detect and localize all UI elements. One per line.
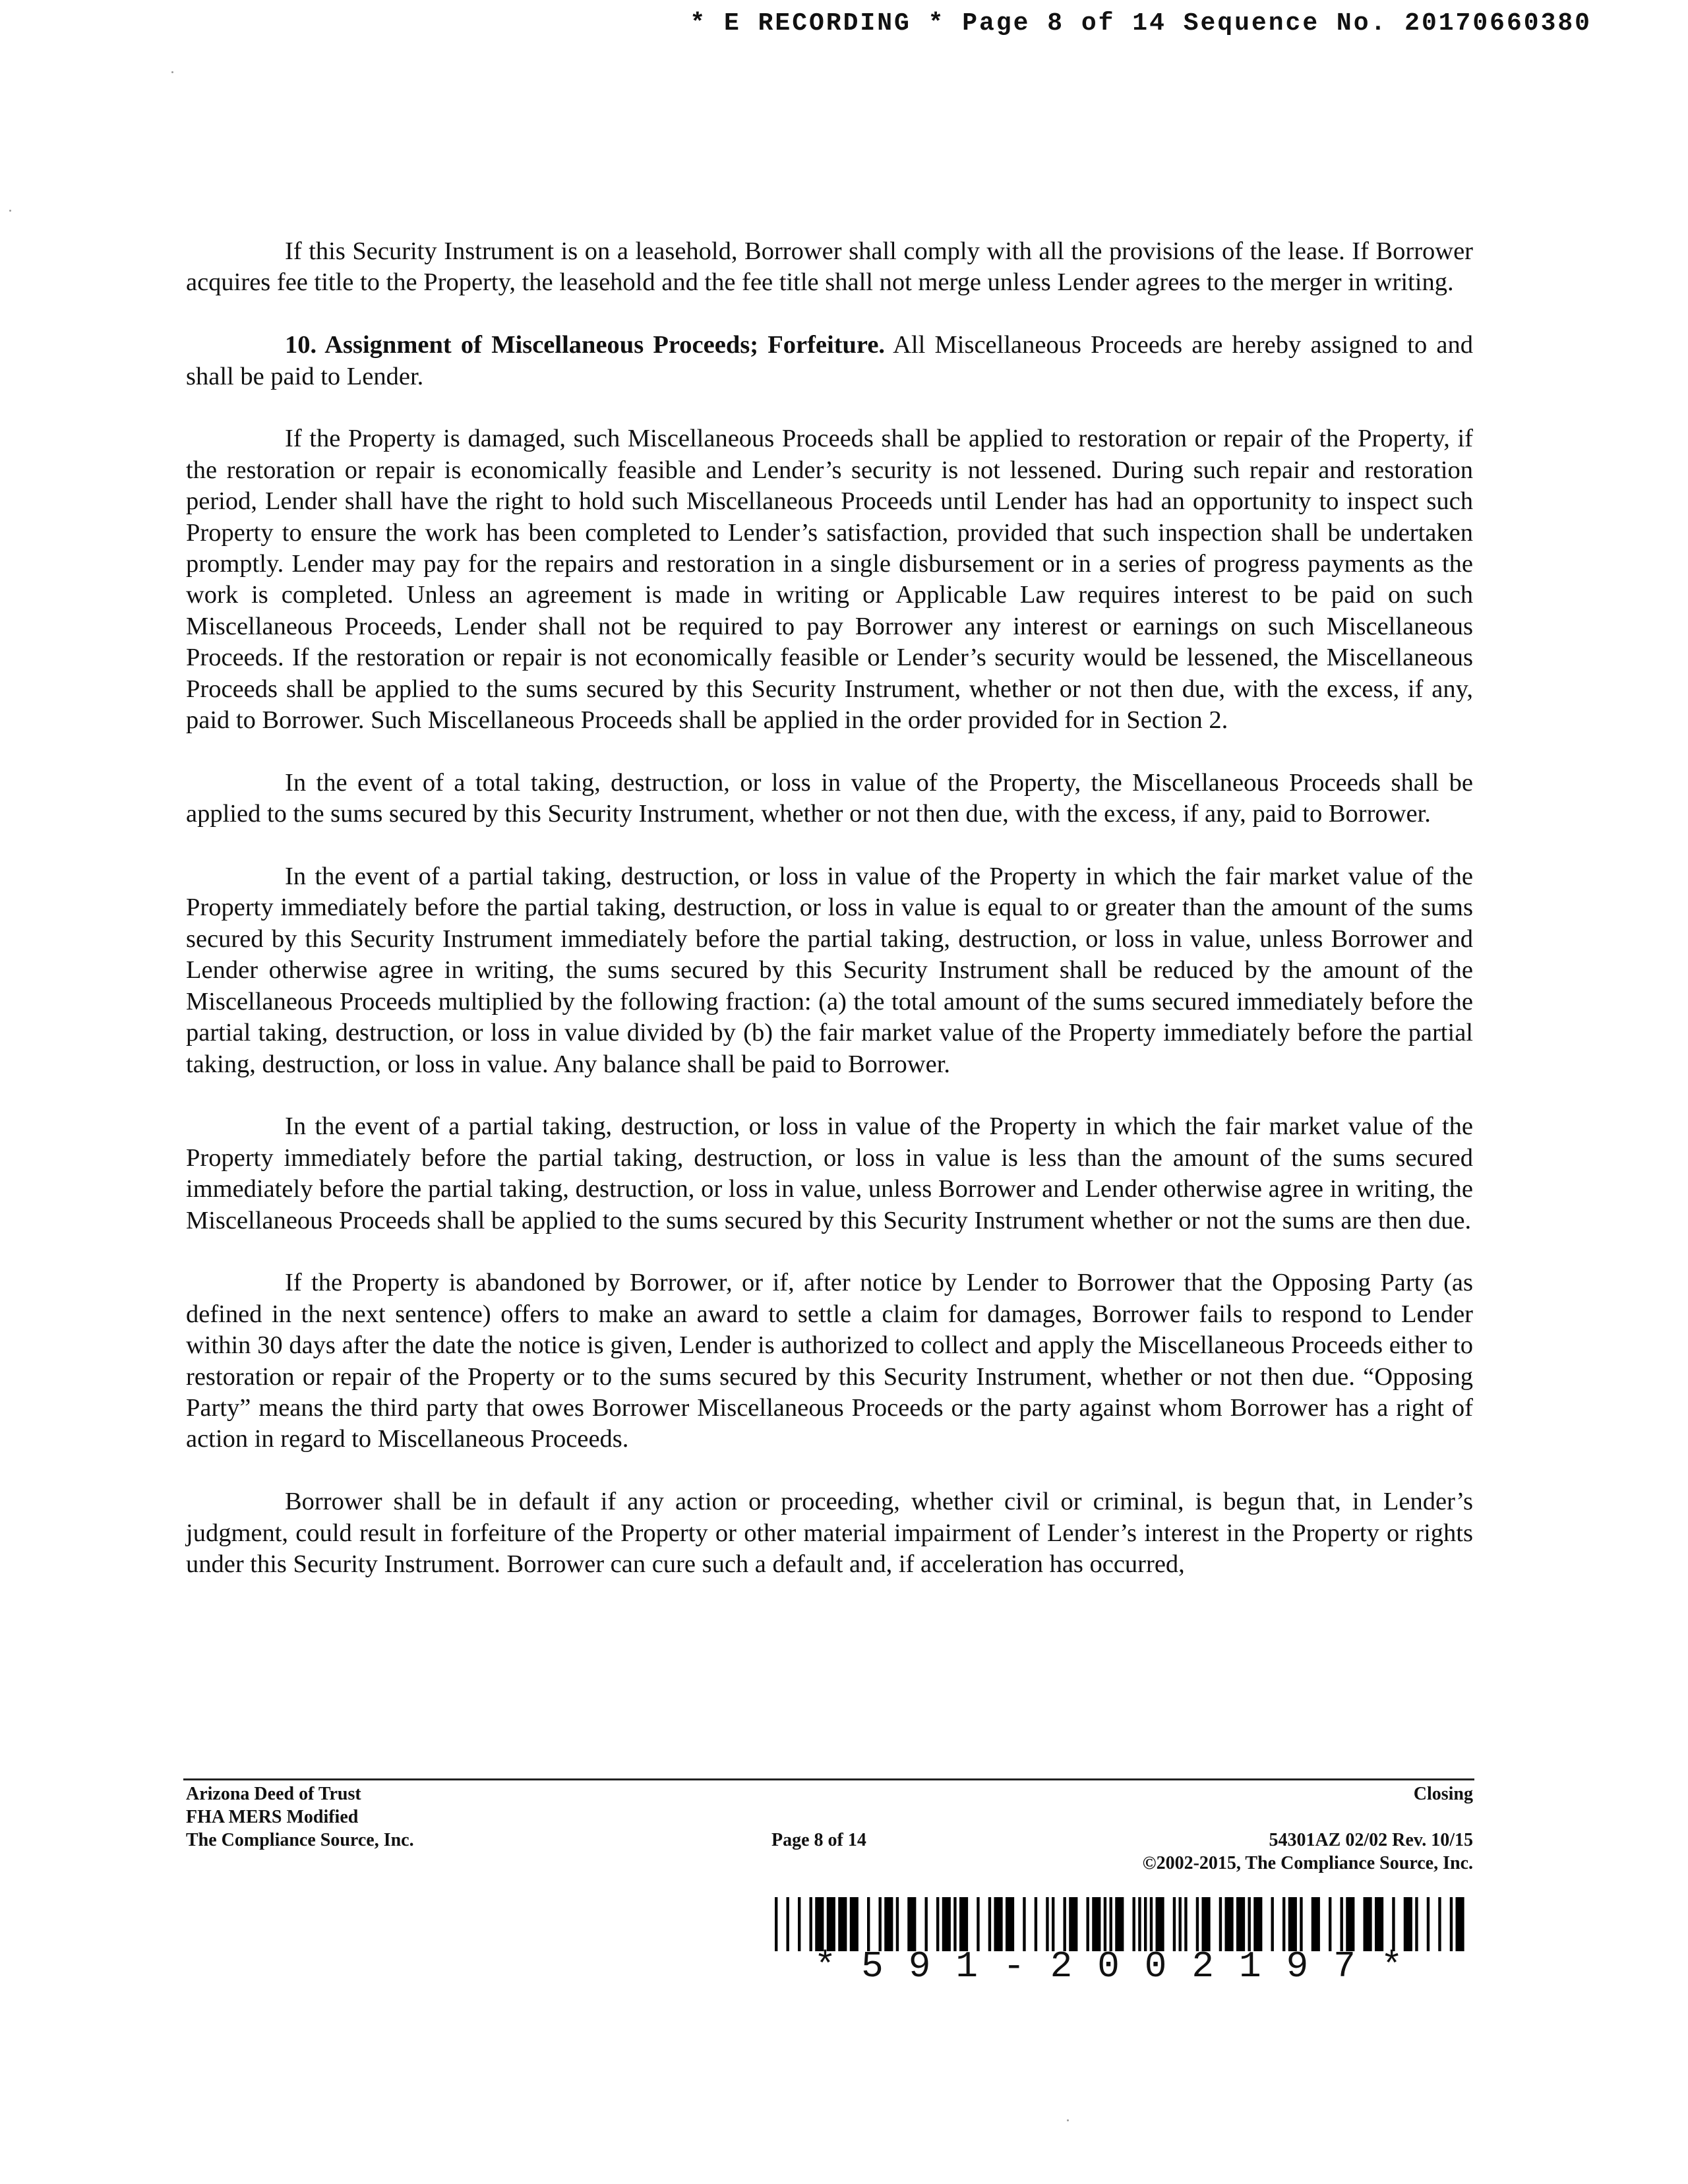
barcode <box>775 1897 1467 1951</box>
barcode-bar <box>1133 1897 1135 1951</box>
barcode-bar <box>775 1897 777 1951</box>
footer-form-title: Arizona Deed of Trust <box>186 1784 361 1804</box>
footer-copyright: ©2002-2015, The Compliance Source, Inc. <box>1142 1853 1473 1873</box>
paragraph-text: If the Property is damaged, such Miscellaneous Proceeds shall be applied to restoration or repair of the Property, if the restoration or repair is economically feasible and Lender’s security is not lessened. During such repair and restoration period, Lender shall have the right to hold such Miscellaneous Proceeds until Lender has had an opportunity to inspect such Property to ensure the work has been completed to Lender’s satisfaction, provided that such inspection shall be undertaken promptly. Lender may pay for the repairs and restoration in a single disbursement or in a series of progress payments as the work is completed. Unless an agreement is made in writing or Applicable Law requires interest to be paid on such Miscellaneous Proceeds, Lender shall not be required to pay Borrower any interest or earnings on such Miscellaneous Proceeds. If the restoration or repair is not economically feasible or Lender’s security would be lessened, the Miscellaneous Proceeds shall be applied to the sums secured by this Security Instrument, whether or not then due, with the excess, if any, paid to Borrower. Such Miscellaneous Proceeds shall be applied in the order provided for in Section 2. <box>186 425 1473 735</box>
barcode-bar <box>1104 1897 1106 1951</box>
barcode-bar <box>1202 1897 1211 1951</box>
barcode-bar <box>1087 1897 1089 1951</box>
paragraph-text: In the event of a total taking, destruction, or loss in value of the Property, the Miscellaneous Proceeds shall be applied to the sums secured by this Security Instrument, whether or not then due, with the excess, if any, paid to Borrower. <box>186 768 1473 828</box>
paragraph-damaged <box>186 423 1473 736</box>
barcode-bar <box>850 1897 859 1951</box>
footer-form-details <box>1143 1782 1473 1875</box>
scan-speck <box>171 71 173 73</box>
barcode-bar <box>1035 1897 1037 1951</box>
barcode-bar <box>787 1897 789 1951</box>
footer-divider <box>183 1778 1474 1780</box>
footer-closing: Closing <box>1413 1784 1473 1804</box>
barcode-bar <box>1364 1897 1372 1951</box>
barcode-bar <box>1438 1897 1441 1951</box>
barcode-bar <box>896 1897 899 1951</box>
barcode-bar <box>1288 1897 1297 1951</box>
footer-form-number: 54301AZ 02/02 Rev. 10/15 <box>1269 1830 1473 1850</box>
barcode-bar <box>994 1897 1003 1951</box>
barcode-bar <box>1115 1897 1124 1951</box>
barcode-bar <box>1225 1897 1234 1951</box>
barcode-bar <box>1046 1897 1048 1951</box>
barcode-bar <box>1404 1897 1412 1951</box>
barcode-bar <box>1219 1897 1222 1951</box>
barcode-bar <box>1253 1897 1262 1951</box>
footer-company: The Compliance Source, Inc. <box>186 1830 414 1850</box>
barcode-bar <box>867 1897 870 1951</box>
paragraph-text: All Miscellaneous Proceeds are hereby assigned to and shall be paid to Lender. <box>186 331 1474 390</box>
paragraph-text: In the event of a partial taking, destruction, or loss in value of the Property in which the fair market value of the Property immediately before the partial taking, destruction, or loss in value is less than the amount of the sums secured immediately before the partial taking, destruction, or loss in value, unless Borrower and Lender otherwise agree in writing, the Miscellaneous Proceeds shall be applied to the sums secured by this Security Instrument whether or not the sums are then due. <box>186 1112 1473 1234</box>
barcode-bar <box>884 1897 893 1951</box>
barcode-bar <box>1092 1897 1100 1951</box>
barcode-bar <box>1311 1897 1320 1951</box>
barcode-bars <box>775 1897 1467 1951</box>
barcode-bar <box>1006 1897 1014 1951</box>
document-body <box>186 236 1473 1612</box>
paragraph-default <box>186 1486 1473 1580</box>
barcode-bar <box>1329 1897 1331 1951</box>
barcode-bar <box>1427 1897 1430 1951</box>
paragraph-text: In the event of a partial taking, destruction, or loss in value of the Property in which the fair market value of the Property immediately before the partial taking, destruction, or loss in value is equal to or greater than the amount of the sums secured by this Security Instrument immediately before the partial taking, destruction, or loss in value, unless Borrower and Lender otherwise agree in writing, the sums secured by this Security Instrument shall be reduced by the amount of the Miscellaneous Proceeds multiplied by the following fraction: (a) the total amount of the sums secured immediately before the partial taking, destruction, or loss in value divided by (b) the fair market value of the Property immediately before the partial taking, destruction, or loss in value. Any balance shall be paid to Borrower. <box>186 863 1473 1078</box>
barcode-bar <box>988 1897 991 1951</box>
barcode-bar <box>1450 1897 1453 1951</box>
paragraph-partial-taking-greater <box>186 861 1473 1080</box>
barcode-bar <box>1236 1897 1245 1951</box>
paragraph-leasehold <box>186 236 1473 299</box>
paragraph-text: Borrower shall be in default if any action or proceeding, whether civil or criminal, is begun that, in Lender’s judgment, could result in forfeiture of the Property or other material impairment of Lender’s interest in the Property or rights under this Security Instrument. Borrower can cure such a default and, if acceleration has occurred, <box>186 1488 1473 1578</box>
barcode-bar <box>815 1897 824 1951</box>
barcode-bar <box>1184 1897 1187 1951</box>
barcode-bar <box>977 1897 979 1951</box>
barcode-bar <box>1173 1897 1176 1951</box>
barcode-bar <box>1069 1897 1077 1951</box>
barcode-bar <box>879 1897 882 1951</box>
paragraph-text: If the Property is abandoned by Borrower, or if, after notice by Lender to Borrower that the Opposing Party (as defined in the next sentence) offers to make an award to settle a claim for damages, Borrower fails to respond to Lender within 30 days after the date the notice is given, Lender is authorized to collect and apply the Miscellaneous Proceeds either to restoration or repair of the Property or to the sums secured by this Security Instrument, whether or not then due. “Opposing Party” means the third party that owes Borrower Miscellaneous Proceeds or the party against whom Borrower has a right of action in regard to Miscellaneous Proceeds. <box>186 1269 1473 1453</box>
barcode-bar <box>1300 1897 1302 1951</box>
paragraph-total-taking <box>186 768 1473 830</box>
barcode-bar <box>1282 1897 1285 1951</box>
barcode-bar <box>1375 1897 1383 1951</box>
barcode-bar <box>1150 1897 1153 1951</box>
barcode-bar <box>907 1897 916 1951</box>
barcode-bar <box>1346 1897 1354 1951</box>
section-heading: 10. Assignment of Miscellaneous Proceeds; Forfeiture. <box>285 331 886 359</box>
barcode-bar <box>1064 1897 1066 1951</box>
barcode-bar <box>1052 1897 1054 1951</box>
barcode-bar <box>925 1897 928 1951</box>
barcode-bar <box>1179 1897 1182 1951</box>
barcode-text: *591-2002197* <box>814 1945 1428 1987</box>
barcode-bar <box>942 1897 951 1951</box>
footer-page-number: Page 8 of 14 <box>771 1830 866 1850</box>
scan-speck <box>1067 2119 1069 2121</box>
barcode-bar <box>1456 1897 1464 1951</box>
paragraph-abandoned <box>186 1267 1473 1455</box>
barcode-bar <box>1271 1897 1274 1951</box>
barcode-bar <box>1248 1897 1251 1951</box>
barcode-bar <box>1392 1897 1395 1951</box>
barcode-bar <box>798 1897 800 1951</box>
barcode-bar <box>1196 1897 1199 1951</box>
paragraph-partial-taking-less <box>186 1111 1473 1236</box>
barcode-bar <box>953 1897 956 1951</box>
barcode-bar <box>810 1897 812 1951</box>
barcode-bar <box>1144 1897 1147 1951</box>
barcode-bar <box>1138 1897 1141 1951</box>
barcode-bar <box>1023 1897 1025 1951</box>
paragraph-section-10 <box>186 330 1473 392</box>
barcode-bar <box>1415 1897 1418 1951</box>
barcode-bar <box>936 1897 939 1951</box>
footer-form-info <box>186 1782 414 1852</box>
barcode-bar <box>1110 1897 1112 1951</box>
barcode-bar <box>959 1897 968 1951</box>
barcode-bar <box>1156 1897 1164 1951</box>
recording-header: * E RECORDING * Page 8 of 14 Sequence No. 20170660380 <box>690 9 1592 38</box>
barcode-bar <box>838 1897 847 1951</box>
barcode-bar <box>1341 1897 1343 1951</box>
scan-speck <box>9 210 11 212</box>
paragraph-text: If this Security Instrument is on a leasehold, Borrower shall comply with all the provisions of the lease. If Borrower acquires fee title to the Property, the leasehold and the fee title shall not merge unless Lender agrees to the merger in writing. <box>186 237 1473 297</box>
barcode-bar <box>827 1897 835 1951</box>
footer-form-subtitle: FHA MERS Modified <box>186 1807 359 1827</box>
